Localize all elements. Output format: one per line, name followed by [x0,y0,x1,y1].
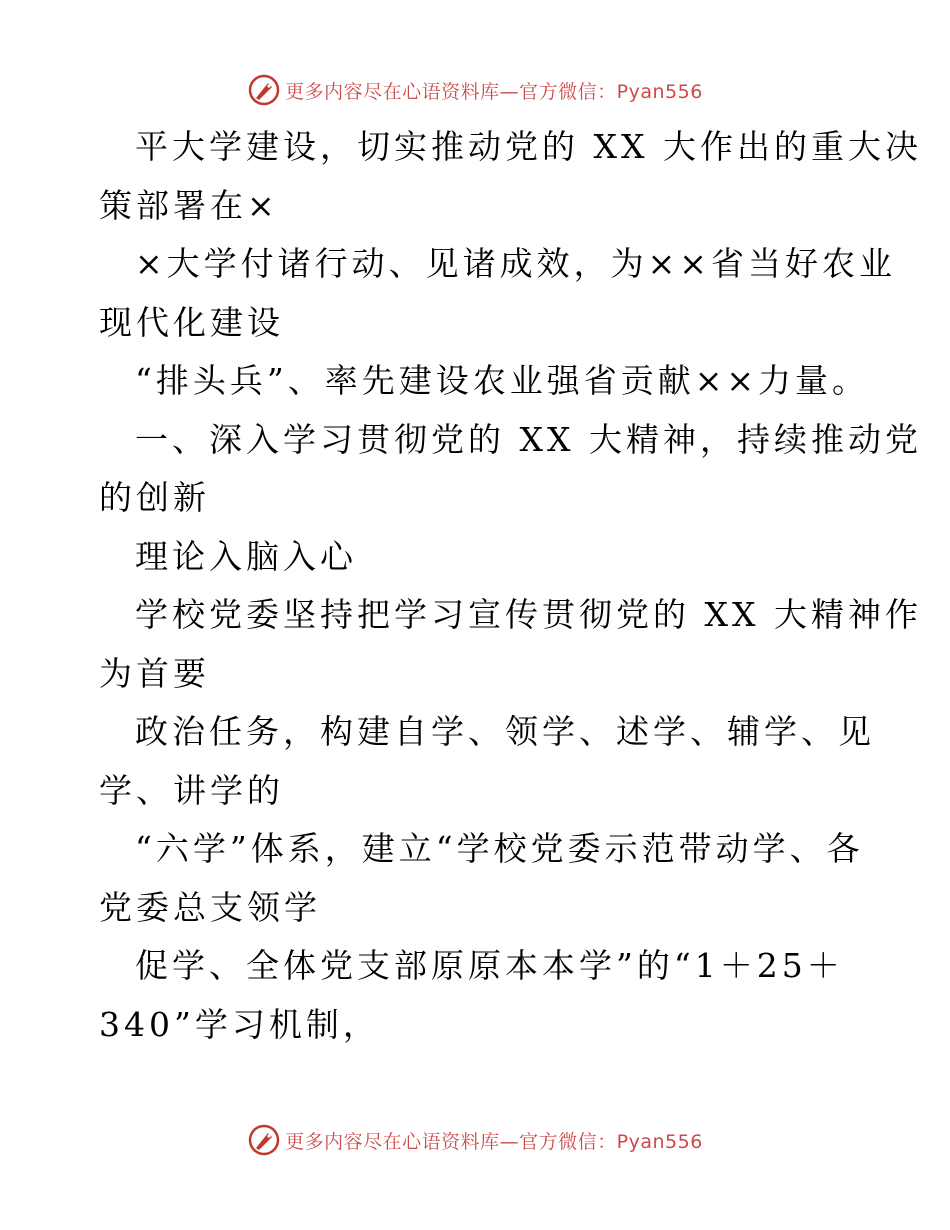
footer-banner [0,1120,950,1160]
header-banner-text: 更多内容尽在心语资料库—官方微信：Pyan556 [285,80,703,103]
body-line-4: 现代化建设 [99,302,284,342]
body-line-1: 平大学建设，切实推动党的 XX 大作出的重大决 [135,127,922,166]
body-line-7: 的创新 [99,478,210,517]
body-line-5: “排头兵”、率先建设农业强省贡献××力量。 [135,361,870,400]
body-line-12: 学、讲学的 [99,770,284,810]
body-line-14: 党委总支领学 [99,887,321,927]
pen-nib-logo-icon [247,73,281,107]
body-line-10: 为首要 [99,653,210,693]
body-line-2: 策部署在× [99,185,279,225]
body-line-8: 理论入脑入心 [135,536,357,576]
body-line-15: 促学、全体党支部原原本本学”的“1＋25＋ [135,946,844,985]
body-line-16: 340”学习机制， [99,1004,380,1044]
body-line-9: 学校党委坚持把学习宣传贯彻党的 XX 大精神作 [135,595,922,634]
header-banner [0,70,950,110]
body-line-6: 一、深入学习贯彻党的 XX 大精神，持续推动党 [135,419,922,459]
document-body [99,118,922,1054]
footer-banner-text: 更多内容尽在心语资料库—官方微信：Pyan556 [285,1130,703,1153]
body-line-11: 政治任务，构建自学、领学、述学、辅学、见 [135,712,875,751]
body-line-3: ×大学付诸行动、见诸成效，为××省当好农业 [135,244,896,283]
pen-nib-logo-icon [247,1123,281,1157]
body-line-13: “六学”体系，建立“学校党委示范带动学、各 [135,829,864,868]
